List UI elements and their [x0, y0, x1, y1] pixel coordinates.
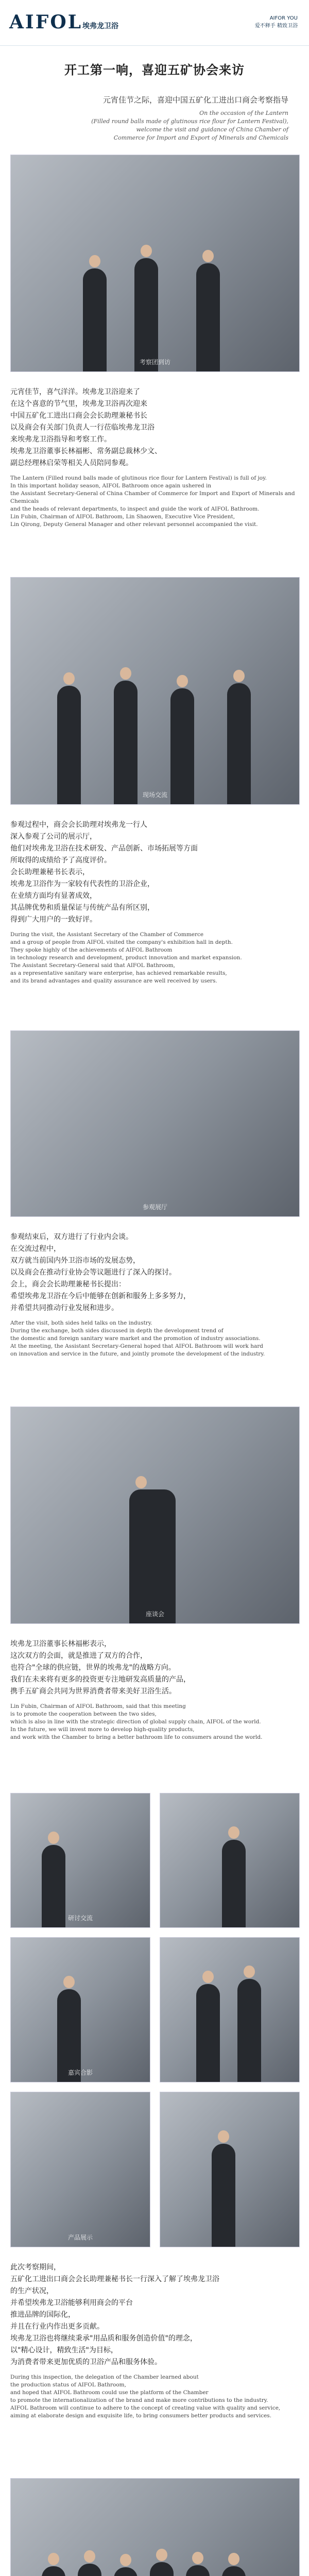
- photo-guests-1: [10, 1937, 150, 2082]
- section-intro: 元宵佳节，喜气洋洋。埃弗龙卫浴迎来了 在这个喜意的节气里，埃弗龙卫浴再次迎来 中国五矿化工进出口商会会长助理兼秘书长 以及商会有关部门负责人一行莅临埃弗龙卫浴 来埃弗龙卫浴指导和考察工作。 埃弗龙卫浴董事长林福彬、常务副总裁林少文、 副总经理林启荣等相关人员陪同参观。 The Lantern (Filled round balls made of glutinous rice flour for Lantern Festival) is full of joy. In this important holiday season, AIFOL Bathroom once again ushered in the Assistant Secretary-General of China Chamber of Commerce for Import and Export of Minerals and Chemicals and the heads of relevant departments, to inspect and guide the work of AIFOL Bathroom. Lin Fubin, Chairman of AIFOL Bathroom, Lin Shaowen, Executive Vice President, Lin Qirong, Deputy General Manager and other relevant personnel accompanied the visit.: [10, 388, 295, 528]
- photo-exchange: [10, 577, 300, 805]
- photo-exchange-caption: 现场交流: [142, 791, 167, 799]
- photo-products-2: [160, 2092, 300, 2247]
- photo-guests-caption: 嘉宾合影: [67, 2069, 93, 2076]
- section-chairman: 埃弗龙卫浴董事长林福彬表示， 这次双方的会面，就是推进了双方的合作， 也符合"全球的供应链，世界的埃弗龙"的战略方向。 我们在未来将有更多的投资更专注地研发高质量的产品， 携手五矿商会共同为世界消费者带来美好卫浴生活。 Lin Fubin, Chairman of AIFOL Bathroom, said that this meeting is to promote the cooperation between the two sides, which is also in line with the strategic direction of global supply chain, AIFOL of the world. In the future, we will invest more to develop high-quality products, and work with the Chamber to bring a better bathroom life to consumers around the world.: [10, 1640, 263, 1740]
- page-header: [0, 0, 309, 46]
- photo-products-1: [10, 2092, 150, 2247]
- section-visit: 参观过程中，商会会长助理对埃弗龙一行人 深入参观了公司的展示厅， 他们对埃弗龙卫浴在技术研发、产品创新、市场拓展等方面 所取得的成绩给予了高度评价。 会长助理兼秘书长表示， 埃弗龙卫浴作为一家较有代表性的卫浴企业， 在业绩方面均有显著成效， 其品牌优势和质量保证与传统产品有所区别， 得到广大用户的一致好评。 During the visit, the Assistant Secretary of the Chamber of Commerce and a group of people from AIFOL visited the company's exhibition hall in depth. They spoke highly of the achievements of AIFOL Bathroom in technology research and development, product innovation and market expansion. The Assistant Secretary-General said that AIFOL Bathroom, as a representative sanitary ware enterprise, has achieved remarkable results, and its brand advantages and quality assurance are well received by users.: [10, 821, 242, 984]
- photo-visit-caption: 考察团到访: [139, 359, 170, 366]
- photo-showroom: [10, 1030, 300, 1217]
- header-slogan-en: AIFOR YOU: [269, 15, 298, 21]
- header-slogan-cn: 爱不释手 精致卫浴: [254, 23, 298, 29]
- photo-meeting: [10, 1406, 300, 1624]
- photo-discussion-caption: 研讨交流: [67, 1914, 93, 1922]
- photo-products-caption: 产品展示: [67, 2234, 93, 2241]
- lede-en: On the occasion of the Lantern (Filled round balls made of glutinous rice flour for Lantern Festival), welcome the visit and guidance of China Chamber of Commerce for Import and Export of Minerals and Chemicals: [91, 110, 288, 141]
- section-inspection: 此次考察期间， 五矿化工进出口商会会长助理兼秘书长一行深入了解了埃弗龙卫浴 的生产状况， 并希望埃弗龙卫浴能够利用商会的平台 推进品牌的国际化， 并且在行业内作出更多贡献。 埃弗龙卫浴也将继续秉承"用品质和服务创造价值"的理念， 以"精心设计，精致生活"为目标， 为消费者带来更加优质的卫浴产品和服务体验。 During this inspection, the delegation of the Chamber learned about the production status of AIFOL Bathroom, and hoped that AIFOL Bathroom could use the platform of the Chamber to promote the internationalization of the brand and make more contributions to the industry. AIFOL Bathroom will continue to adhere to the concept of creating value with quality and service, aiming at elaborate design and exquisite life, to bring consumers better products and services.: [10, 2263, 281, 2419]
- photo-meeting-caption: 座谈会: [145, 1611, 164, 1618]
- article-lede: [21, 94, 288, 142]
- photo-discussion-1: [10, 1793, 150, 1928]
- article-title: 开工第一响，喜迎五矿协会来访: [64, 63, 245, 77]
- brand-logo: AIFOL: [9, 11, 83, 33]
- photo-discussion-2: [160, 1793, 300, 1928]
- lede-cn: 元宵佳节之际，喜迎中国五矿化工进出口商会考察指导: [102, 95, 288, 105]
- photo-guests-2: [160, 1937, 300, 2082]
- photo-visit: [10, 155, 300, 372]
- photo-showroom-caption: 参观展厅: [142, 1204, 167, 1211]
- section-talks: 参观结束后，双方进行了行业内会谈。 在交流过程中， 双方就当前国内外卫浴市场的发展态势， 以及商会在推动行业协会等议题进行了深入的探讨。 会上，商会会长助理兼秘书长提出： 希望埃弗龙卫浴在今后中能够在创新和服务上多多努力， 并希望共同推动行业发展和进步。 After the visit, both sides held talks on the industry. During the exchange, both sides discussed in depth the development trend of the domestic and foreign sanitary ware market and the promotion of industry associations. At the meeting, the Assistant Secretary-General hoped that AIFOL Bathroom will work hard on innovation and service in the future, and jointly promote the development of the industry.: [10, 1233, 265, 1357]
- photo-group: [10, 2478, 300, 2576]
- header-slogan: [255, 14, 298, 30]
- brand-logo-cn: 埃弗龙卫浴: [82, 22, 118, 30]
